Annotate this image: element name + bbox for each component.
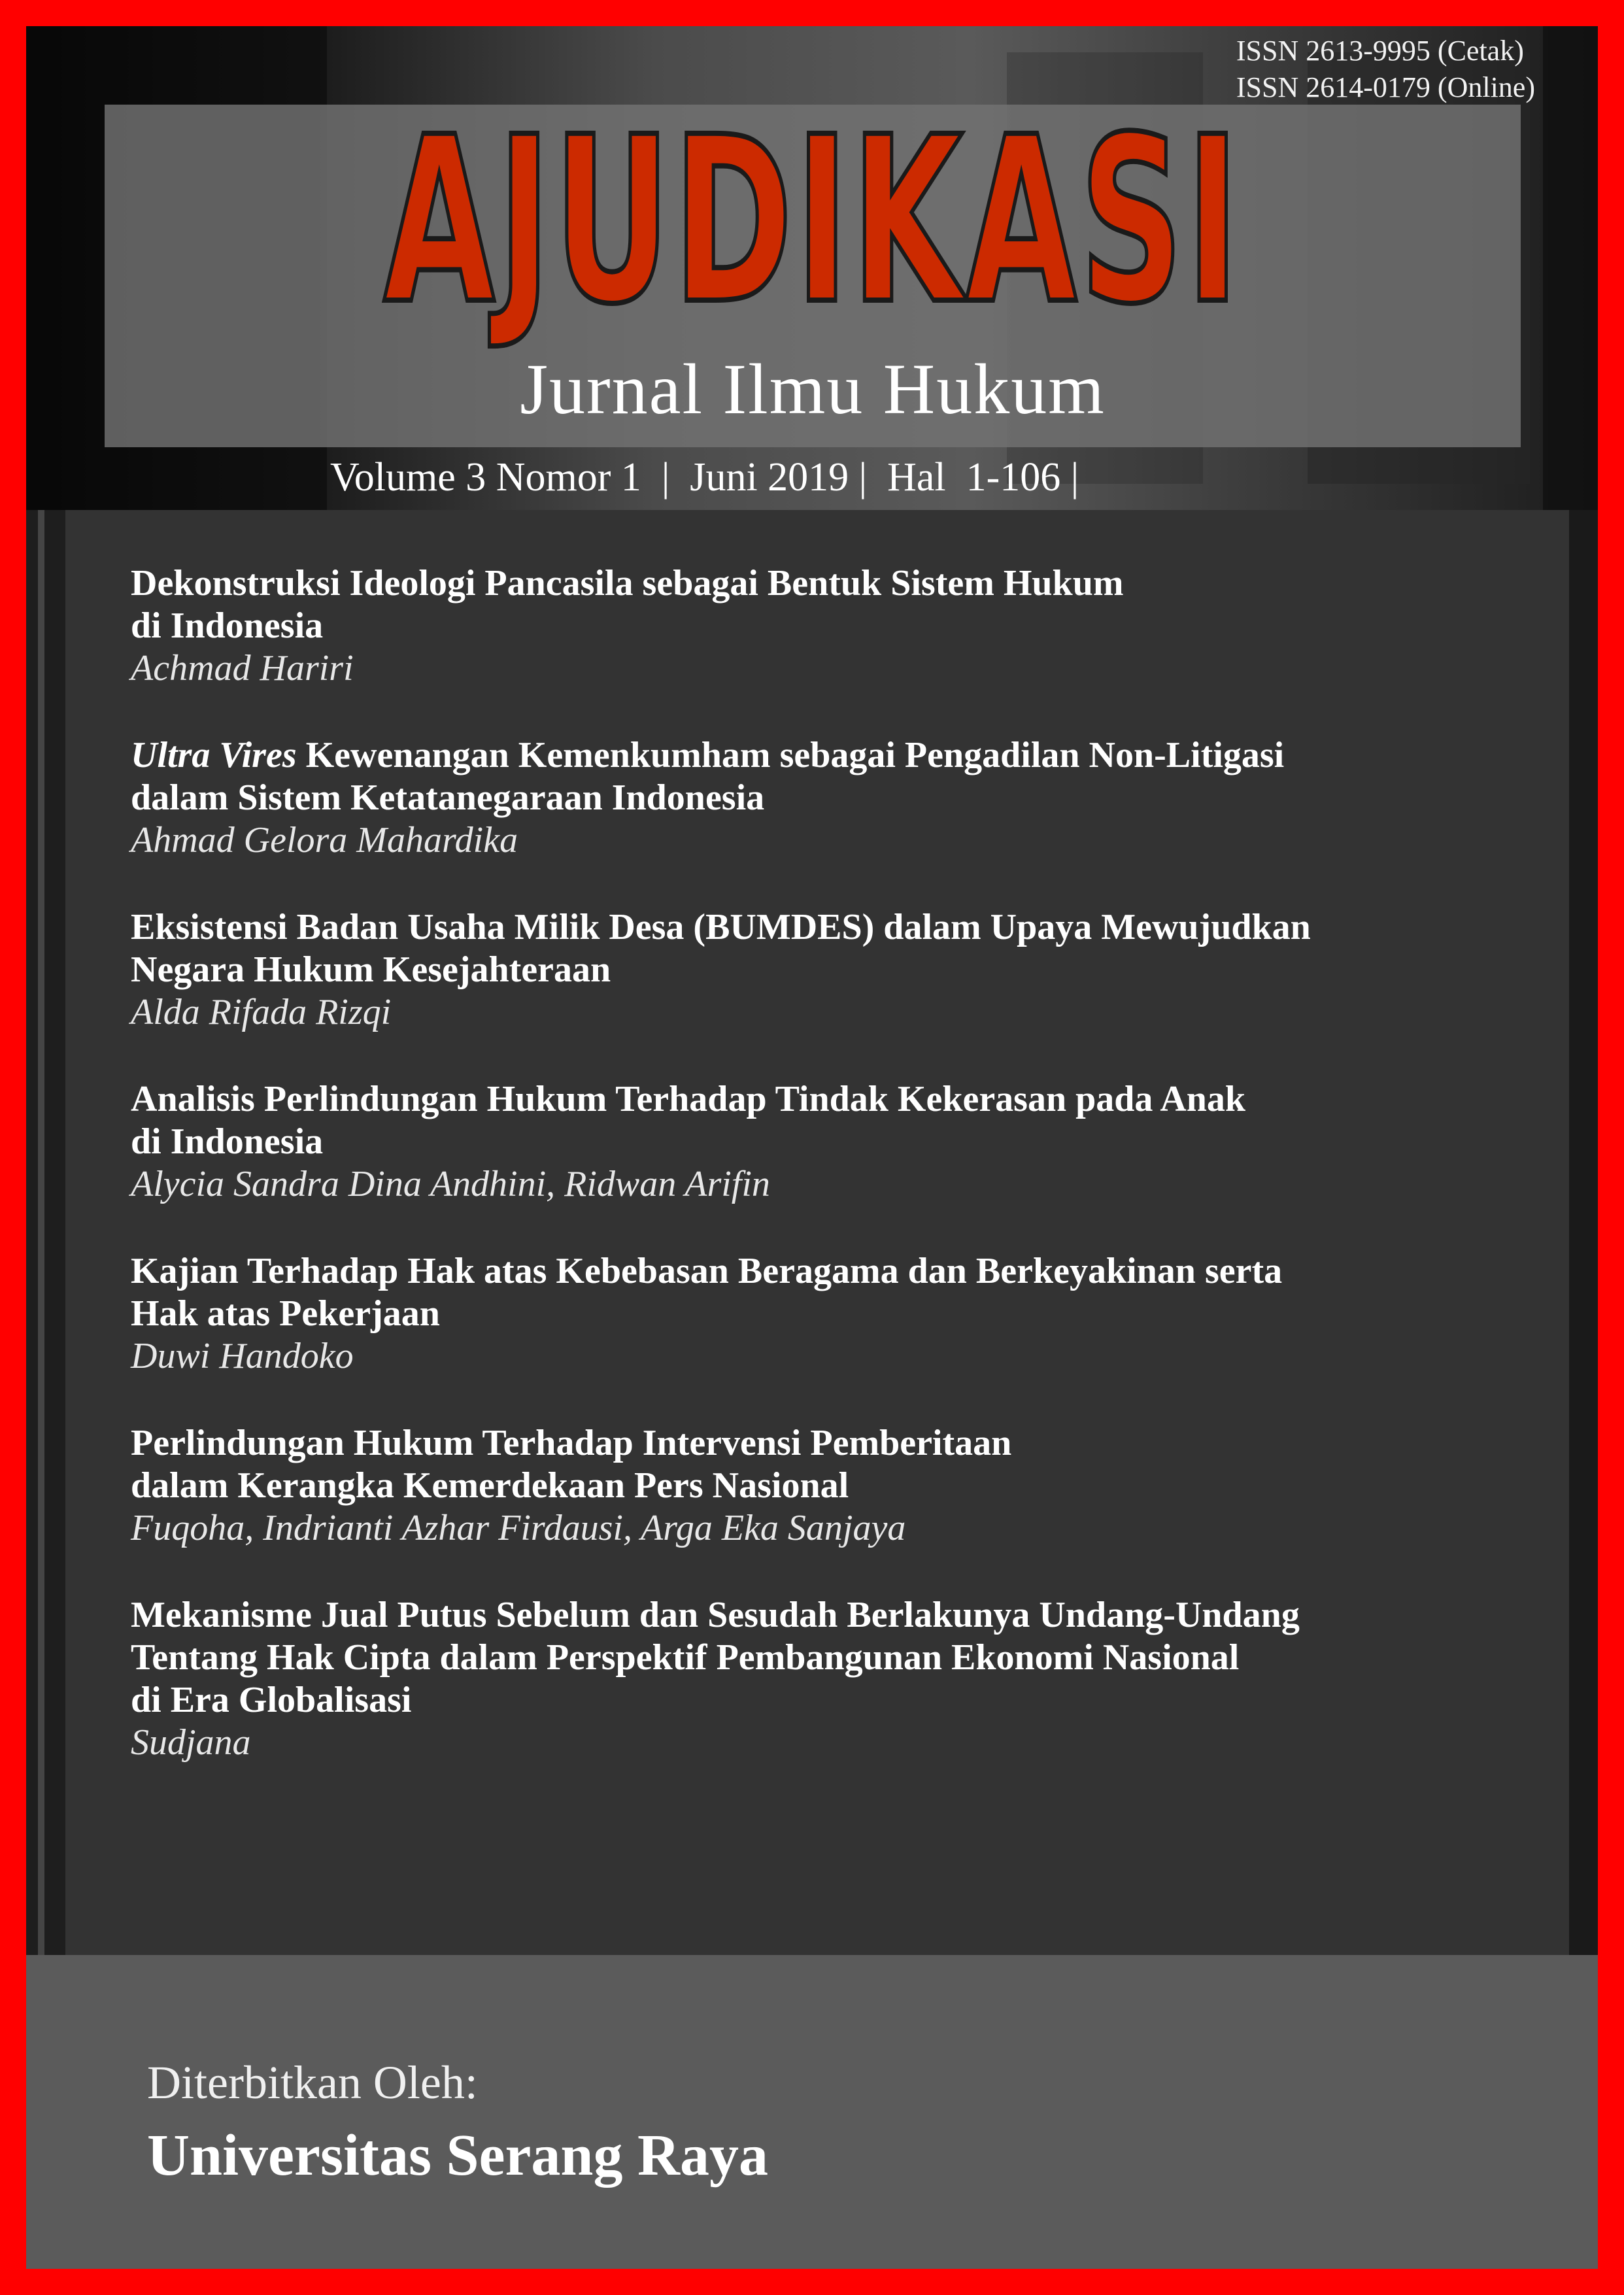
- article-title-line: Kajian Terhadap Hak atas Kebebasan Beragama dan Berkeyakinan serta: [131, 1251, 1283, 1291]
- journal-subtitle: Jurnal Ilmu Hukum: [520, 349, 1106, 429]
- article-title-line: Tentang Hak Cipta dalam Perspektif Pembangunan Ekonomi Nasional: [131, 1637, 1240, 1678]
- article-title-line: Eksistensi Badan Usaha Milik Desa (BUMDES) dalam Upaya Mewujudkan: [131, 907, 1311, 947]
- table-of-contents: [131, 562, 1478, 1809]
- article-entry: [131, 1078, 1478, 1206]
- article-title-line: Mekanisme Jual Putus Sebelum dan Sesudah Berlakunya Undang-Undang: [131, 1595, 1300, 1635]
- article-title-line: [131, 734, 1478, 777]
- article-title-line: di Indonesia: [131, 1121, 324, 1162]
- article-title-line: Hak atas Pekerjaan: [131, 1293, 440, 1334]
- left-frame-strip: [26, 510, 65, 1955]
- article-author: Duwi Handoko: [131, 1336, 354, 1376]
- article-author: Ahmad Gelora Mahardika: [131, 820, 518, 860]
- article-title-line: Negara Hukum Kesejahteraan: [131, 949, 611, 990]
- article-title: [131, 906, 1478, 991]
- article-author: Alda Rifada Rizqi: [131, 992, 392, 1032]
- journal-cover: [26, 26, 1598, 2269]
- publisher-band: [26, 1955, 1598, 2269]
- article-title: [131, 562, 1478, 647]
- issn-block: [1236, 33, 1535, 106]
- article-title-emphasis: Ultra Vires: [131, 735, 297, 775]
- article-entry: [131, 1422, 1478, 1550]
- article-entry: [131, 1594, 1478, 1764]
- article-title-line: Perlindungan Hukum Terhadap Intervensi Pemberitaan: [131, 1423, 1012, 1463]
- article-author: Alycia Sandra Dina Andhini, Ridwan Arifin: [131, 1164, 770, 1204]
- article-title-line: dalam Kerangka Kemerdekaan Pers Nasional: [131, 1465, 849, 1506]
- article-title-line: di Era Globalisasi: [131, 1680, 412, 1720]
- article-title: [131, 734, 1478, 819]
- publisher-name: Universitas Serang Raya: [147, 2123, 768, 2188]
- article-title: [131, 1078, 1478, 1163]
- article-author: Sudjana: [131, 1722, 251, 1763]
- article-author: Achmad Hariri: [131, 648, 354, 688]
- issn-print: ISSN 2613-9995 (Cetak): [1236, 35, 1524, 67]
- article-title-line: di Indonesia: [131, 605, 324, 646]
- issn-online: ISSN 2614-0179 (Online): [1236, 71, 1535, 103]
- photo-shadow-right: [1543, 26, 1598, 510]
- issue-info: Volume 3 Nomor 1 | Juni 2019 | Hal 1-106 |: [330, 455, 1079, 500]
- article-entry: [131, 906, 1478, 1034]
- title-band: [105, 88, 1521, 447]
- article-title: [131, 1594, 1478, 1722]
- article-entry: [131, 734, 1478, 862]
- article-entry: [131, 562, 1478, 690]
- article-author: Fuqoha, Indrianti Azhar Firdausi, Arga Eka Sanjaya: [131, 1508, 906, 1548]
- article-title-line: dalam Sistem Ketatanegaraan Indonesia: [131, 777, 765, 818]
- article-title-line: Dekonstruksi Ideologi Pancasila sebagai Bentuk Sistem Hukum: [131, 563, 1124, 604]
- article-title-text: Kewenangan Kemenkumham sebagai Pengadilan Non-Litigasi: [296, 735, 1285, 775]
- publisher-label: Diterbitkan Oleh:: [147, 2056, 478, 2109]
- article-title-line: Analisis Perlindungan Hukum Terhadap Tindak Kekerasan pada Anak: [131, 1079, 1246, 1119]
- journal-name: AJUDIKASI: [383, 88, 1242, 354]
- article-entry: [131, 1250, 1478, 1378]
- right-frame-strip: [1569, 510, 1598, 1955]
- article-title: [131, 1422, 1478, 1507]
- article-title: [131, 1250, 1478, 1335]
